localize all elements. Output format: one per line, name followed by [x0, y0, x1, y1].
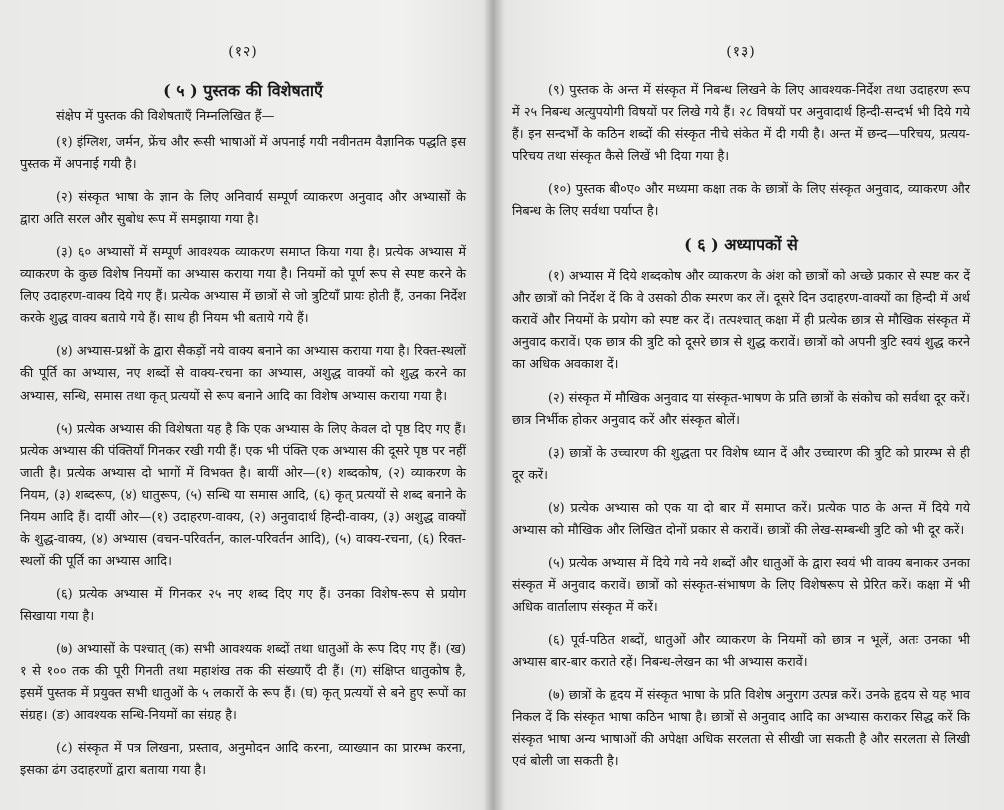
paragraph: (९) पुस्तक के अन्त में संस्कृत में निबन्ध लिखने के लिए आवश्यक-निर्देश तथा उदाहरण रूप में २५ निबन्ध अत्युपयोगी विषयों पर लिखे गये हैं। २८ विषयों पर अनुवादार्थ हिन्दी-सन्दर्भ भी दिये गये हैं। इन सन्दर्भों के कठिन शब्दों की संस्कृत नीचे संकेत में दी गयी है। अन्त में छन्द—परिचय, प्रत्यय-परिचय तथा संस्कृत कैसे लिखें भी दिया गया है।	[512, 83, 970, 165]
left-page	[20, 0, 466, 810]
paragraph: (६) प्रत्येक अभ्यास में गिनकर २५ नए शब्द दिए गए हैं। उनका विशेष-रूप से प्रयोग सिखाया गया है।	[20, 586, 466, 624]
paragraph: (६) पूर्व-पठित शब्दों, धातुओं और व्याकरण के नियमों को छात्र न भूलें, अतः उनका भी अभ्यास बार-बार कराते रहें। निबन्ध-लेखन का भी अभ्यास करावें।	[512, 632, 970, 670]
page-number: (१२)	[228, 44, 258, 60]
right-page-content	[512, 80, 970, 784]
paragraph: (१) अभ्यास में दिये शब्दकोष और व्याकरण के अंश को छात्रों को अच्छे प्रकार से स्पष्ट कर दें और छात्रों को निर्देश दें कि वे उसको ठीक स्मरण कर लें। दूसरे दिन उदाहरण-वाक्यों का हिन्दी में अर्थ करावें और नियमों के प्रयोग को स्पष्ट कर दें। तत्पश्चात् कक्षा में ही प्रत्येक छात्र से मौखिक संस्कृत में अनुवाद करावें। एक छात्र की त्रुटि को दूसरे छात्र से शुद्ध करावें। छात्रों को अपनी त्रुटि स्वयं शुद्ध करने का अधिक अवकाश दें।	[512, 269, 970, 373]
paragraph: (३) ६० अभ्यासों में सम्पूर्ण आवश्यक व्याकरण समाप्त किया गया है। प्रत्येक अभ्यास में व्याकरण के कुछ विशेष नियमों का अभ्यास कराया गया है। नियमों को पूर्ण रूप से स्पष्ट करने के लिए उदाहरण-वाक्य दिये गए हैं। प्रत्येक अभ्यास में छात्रों से जो त्रुटियाँ प्रायः होती हैं, उनका निर्देश करके शुद्ध वाक्य बताये गये हैं। साथ ही नियम भी बताये गये हैं।	[20, 245, 466, 327]
section-heading: ( ५ ) पुस्तक की विशेषताएँ	[163, 81, 323, 100]
section-heading: ( ६ ) अध्यापकों से	[684, 235, 798, 255]
paragraph: (८) संस्कृत में पत्र लिखना, प्रस्ताव, अनुमोदन आदि करना, व्याख्यान का प्रारम्भ करना, इसका ढंग उदाहरणों द्वारा बताया गया है।	[20, 741, 466, 779]
paragraph: (३) छात्रों के उच्चारण की शुद्धता पर विशेष ध्यान दें और उच्चारण की त्रुटि को प्रारम्भ से ही दूर करें।	[512, 445, 970, 483]
intro-line: संक्षेप में पुस्तक की विशेषताएँ निम्नलिखित हैं—	[56, 109, 275, 124]
paragraph: (५) प्रत्येक अभ्यास में दिये गये नये शब्दों और धातुओं के द्वारा स्वयं भी वाक्य बनाकर उनका संस्कृत में अनुवाद करावें। छात्रों को संस्कृत-संभाषण के लिए विशेषरूप से प्रेरित करें। कक्षा में भी अधिक वार्तालाप संस्कृत में करें।	[512, 555, 970, 615]
page-number: (१३)	[726, 44, 756, 60]
book-gutter	[484, 0, 504, 810]
left-page-content	[20, 80, 466, 793]
paragraph: (२) संस्कृत में मौखिक अनुवाद या संस्कृत-भाषण के प्रति छात्रों के संकोच को सर्वथा दूर करें। छात्र निर्भीक होकर अनुवाद करें और संस्कृत बोलें।	[512, 390, 970, 428]
paragraph: (४) प्रत्येक अभ्यास को एक या दो बार में समाप्त करें। प्रत्येक पाठ के अन्त में दिये गये अभ्यास को मौखिक और लिखित दोनों प्रकार से करावें। छात्रों की लेख-सम्बन्धी त्रुटि को भी दूर करें।	[512, 500, 970, 538]
paragraph: (४) अभ्यास-प्रश्नों के द्वारा सैकड़ों नये वाक्य बनाने का अभ्यास कराया गया है। रिक्त-स्थलों की पूर्ति का अभ्यास, नए शब्दों से वाक्य-रचना का अभ्यास, अशुद्ध वाक्यों को शुद्ध करने का अभ्यास, सन्धि, समास तथा कृत् प्रत्ययों से रूप बनाने आदि का विशेष अभ्यास कराया गया है।	[20, 344, 466, 404]
paragraph: (१०) पुस्तक बी०ए० और मध्यमा कक्षा तक के छात्रों के लिए संस्कृत अनुवाद, व्याकरण और निबन्ध के लिए सर्वथा पर्याप्त है।	[512, 182, 970, 220]
right-page	[512, 0, 970, 810]
paragraph: (७) छात्रों के हृदय में संस्कृत भाषा के प्रति विशेष अनुराग उत्पन्न करें। उनके हृदय से यह भाव निकल दें कि संस्कृत भाषा कठिन भाषा है। छात्रों से अनुवाद आदि का अभ्यास कराकर सिद्ध करें कि संस्कृत भाषा अन्य भाषाओं की अपेक्षा अधिक सरलता से सीखी जा सकती है और सरलता से लिखी एवं बोली जा सकती है।	[512, 688, 970, 770]
paragraph: (१) इंग्लिश, जर्मन, फ्रेंच और रूसी भाषाओं में अपनाई गयी नवीनतम वैज्ञानिक पद्धति इस पुस्तक में अपनाई गयी है।	[20, 135, 466, 173]
paragraph: (५) प्रत्येक अभ्यास की विशेषता यह है कि एक अभ्यास के लिए केवल दो पृष्ठ दिए गए हैं। प्रत्येक अभ्यास की पंक्तियाँ गिनकर रखी गयी हैं। एक भी पंक्ति एक अभ्यास की दूसरे पृष्ठ पर नहीं जाती है। प्रत्येक अभ्यास दो भागों में विभक्त है। बायीं ओर—(१) शब्दकोष, (२) व्याकरण के नियम, (३) शब्दरूप, (४) धातुरूप, (५) सन्धि या समास आदि, (६) कृत् प्रत्ययों से शब्द बनाने के नियम आदि हैं। दायीं ओर—(१) उदाहरण-वाक्य, (२) अनुवादार्थ हिन्दी-वाक्य, (३) अशुद्ध वाक्यों के शुद्ध-वाक्य, (४) अभ्यास (वचन-परिवर्तन, काल-परिवर्तन आदि), (५) वाक्य-रचना, (६) रिक्त-स्थलों की पूर्ति का अभ्यास आदि।	[20, 421, 466, 569]
paragraph: (२) संस्कृत भाषा के ज्ञान के लिए अनिवार्य सम्पूर्ण व्याकरण अनुवाद और अभ्यासों के द्वारा अति सरल और सुबोध रूप में समझाया गया है।	[20, 190, 466, 228]
paragraph: (७) अभ्यासों के पश्चात् (क) सभी आवश्यक शब्दों तथा धातुओं के रूप दिए गए हैं। (ख) १ से १०० तक की पूरी गिनती तथा महाशंख तक की संख्याएँ दी हैं। (ग) संक्षिप्त धातुकोष है, इसमें पुस्तक में प्रयुक्त सभी धातुओं के ५ लकारों के रूप हैं। (घ) कृत् प्रत्ययों से बने हुए रूपों का संग्रह। (ङ) आवश्यक सन्धि-नियमों का संग्रह है।	[20, 641, 466, 724]
